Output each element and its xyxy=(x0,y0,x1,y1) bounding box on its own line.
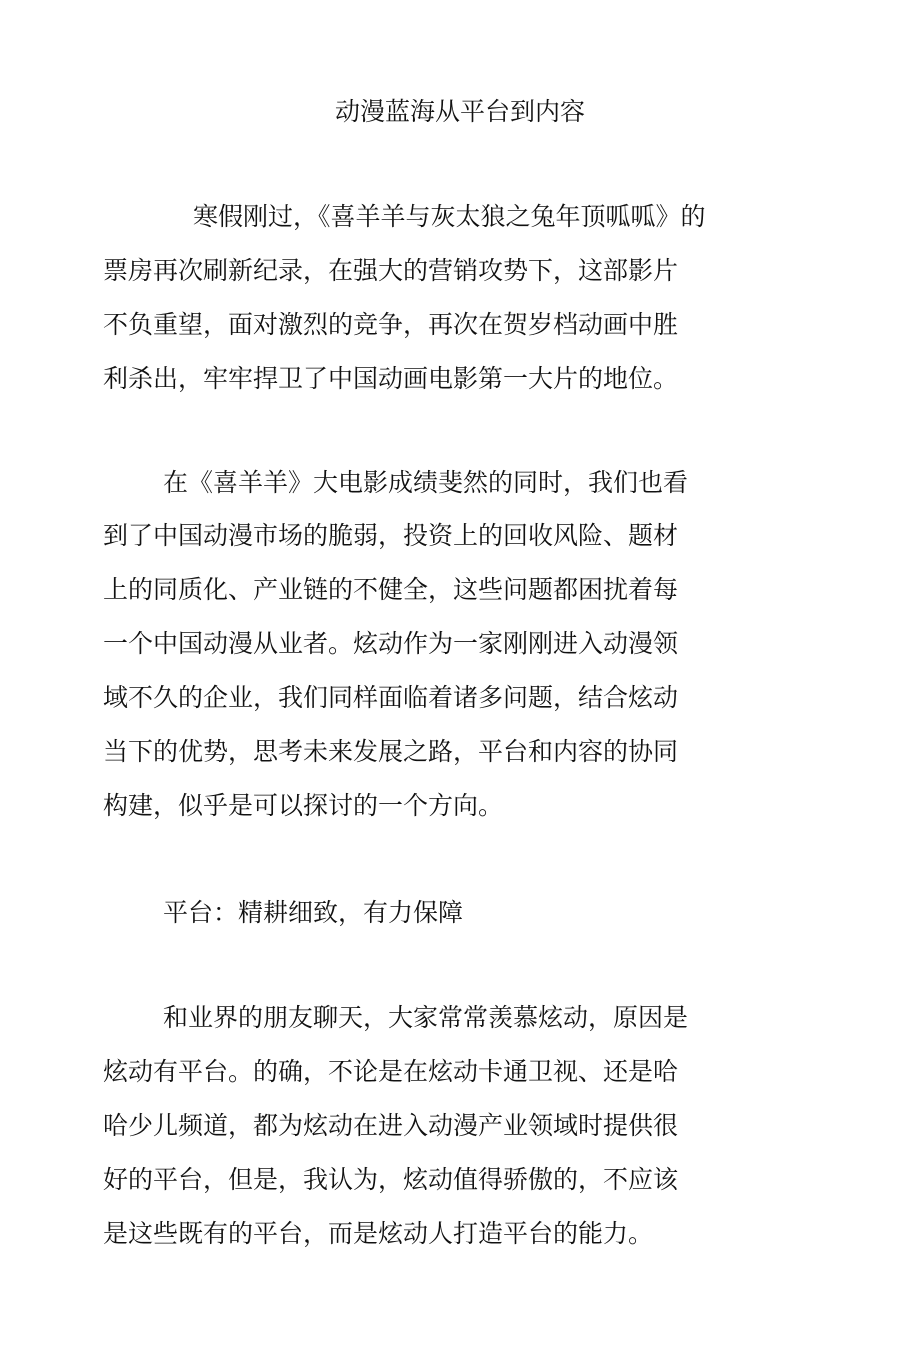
paragraph-line: 当下的优势，思考未来发展之路，平台和内容的协同 xyxy=(103,737,679,766)
paragraph-line: 哈少儿频道，都为炫动在进入动漫产业领域时提供很 xyxy=(103,1111,679,1140)
paragraph-line: 一个中国动漫从业者。炫动作为一家刚刚进入动漫领 xyxy=(103,629,679,658)
paragraph-line: 域不久的企业，我们同样面临着诸多问题，结合炫动 xyxy=(103,683,679,712)
paragraph-line: 好的平台，但是，我认为，炫动值得骄傲的，不应该 xyxy=(103,1165,679,1194)
paragraph-line: 寒假刚过，《喜羊羊与灰太狼之兔年顶呱呱》的 xyxy=(193,202,706,231)
paragraph-line: 和业界的朋友聊天，大家常常羡慕炫动，原因是 xyxy=(163,1003,689,1032)
paragraph-line: 构建，似乎是可以探讨的一个方向。 xyxy=(103,791,504,820)
paragraph-line: 利杀出，牢牢捍卫了中国动画电影第一大片的地位。 xyxy=(103,364,679,393)
paragraph-line: 到了中国动漫市场的脆弱，投资上的回收风险、题材 xyxy=(103,521,679,550)
paragraph-line: 炫动有平台。的确，不论是在炫动卡通卫视、还是哈 xyxy=(103,1057,679,1086)
document-title: 动漫蓝海从平台到内容 xyxy=(334,97,585,126)
paragraph-line: 票房再次刷新纪录，在强大的营销攻势下，这部影片 xyxy=(103,256,679,285)
section-heading: 平台：精耕细致，有力保障 xyxy=(163,898,464,927)
paragraph-line: 不负重望，面对激烈的竞争，再次在贺岁档动画中胜 xyxy=(103,310,679,339)
paragraph-line: 在《喜羊羊》大电影成绩斐然的同时，我们也看 xyxy=(163,468,689,497)
paragraph-line: 是这些既有的平台，而是炫动人打造平台的能力。 xyxy=(103,1219,654,1248)
paragraph-line: 上的同质化、产业链的不健全，这些问题都困扰着每 xyxy=(103,575,679,604)
